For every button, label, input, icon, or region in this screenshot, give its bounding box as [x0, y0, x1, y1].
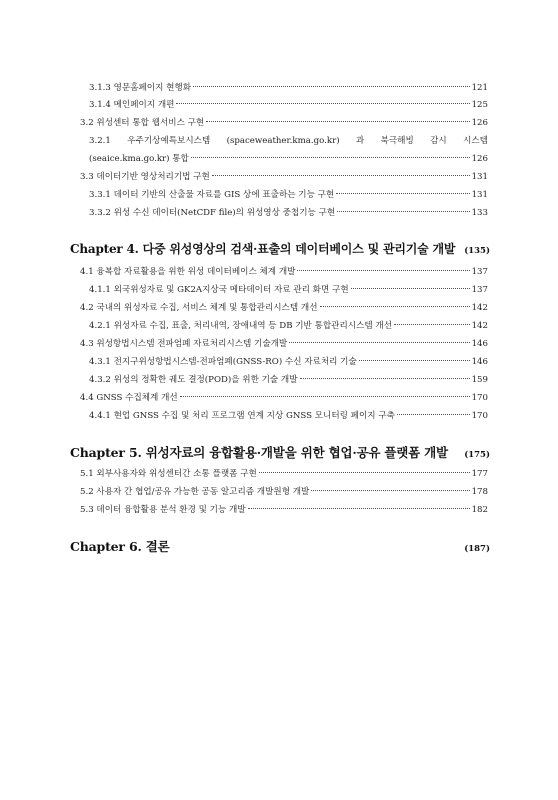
dot-leader [297, 270, 469, 271]
toc-entry-label: 5.2 사용자 간 협업/공유 가능한 공동 알고리즘 개발원형 개발 [80, 487, 310, 497]
dot-leader [206, 121, 469, 122]
toc-entry-label: 4.3.2 위성의 정확한 궤도 결정(POD)을 위한 기술 개발 [89, 375, 298, 385]
dot-leader [320, 306, 470, 307]
toc-page-number: 142 [471, 303, 488, 313]
toc-entry-label: 3.3.2 위성 수신 데이터(NetCDF file)의 위성영상 중첩기능 구현 [89, 208, 336, 218]
toc-word: 북극해빙 [380, 136, 414, 146]
toc-entry-label: 3.1.3 영문홈페이지 현행화 [89, 83, 192, 93]
toc-word: 우주기상예특보시스템 [127, 136, 211, 146]
toc-page-number: 126 [471, 118, 488, 128]
toc-entry-label: 5.1 외부사용자와 위성센터간 소통 플랫폼 구현 [80, 469, 257, 479]
toc-entry-3-2-1-line1[interactable] [89, 135, 488, 147]
dot-leader [394, 324, 470, 325]
toc-entry-label: 4.3.1 전지구위성항법시스템-전파엄폐(GNSS-RO) 수신 자료처리 기술 [89, 357, 357, 367]
toc-entry-label: 4.1.1 외국위성자료 및 GK2A지상국 메타데이터 자료 관리 화면 구현 [89, 285, 349, 295]
dot-leader [248, 508, 470, 509]
toc-entry-label: 5.3 데이터 융합활용 분석 환경 및 기능 개발 [80, 505, 246, 515]
toc-entry-label: 4.2 국내의 위성자료 수집, 서비스 체계 및 통합관리시스템 개선 [80, 303, 318, 313]
toc-entry-4-2[interactable] [80, 302, 488, 314]
toc-page-number: 131 [471, 172, 488, 182]
dot-leader [351, 288, 470, 289]
toc-entry-5-2[interactable] [80, 486, 488, 498]
toc-entry-4-1-1[interactable] [89, 284, 488, 296]
toc-entry-5-3[interactable] [80, 504, 488, 516]
toc-word: 3.2.1 [89, 136, 111, 146]
toc-page-number: 146 [471, 357, 488, 367]
toc-entry-3-2-1-line2[interactable] [89, 153, 488, 165]
dot-leader [193, 86, 470, 87]
chapter-title: Chapter 6. 결론 [70, 539, 170, 554]
chapter-6-heading[interactable] [70, 537, 490, 555]
toc-page-number: 170 [471, 393, 488, 403]
toc-entry-label: 4.1 융복합 자료활용을 위한 위성 데이터베이스 체계 개발 [80, 267, 296, 277]
toc-entry-4-3-1[interactable] [89, 356, 488, 368]
toc-entry-label: 4.3 위성항법시스템 전파엄폐 자료처리시스템 기술개발 [80, 339, 288, 349]
toc-entry-label: 4.4.1 현업 GNSS 수집 및 처리 프로그램 연계 지상 GNSS 모니터링 페이지 구축 [89, 411, 395, 421]
toc-entry-label: 3.1.4 메인페이지 개편 [89, 100, 175, 110]
chapter-page-number: (175) [464, 450, 490, 460]
toc-entry-4-4-1[interactable] [89, 410, 488, 422]
toc-word: 감시 [430, 136, 447, 146]
toc-page-number: 177 [471, 469, 488, 479]
dot-leader [180, 396, 470, 397]
toc-word: (spaceweather.kma.go.kr) [226, 136, 340, 146]
toc-word: 과 [355, 136, 365, 146]
toc-page-number: 159 [471, 375, 488, 385]
toc-page-number: 126 [471, 154, 488, 164]
chapter-page-number: (187) [464, 544, 490, 554]
dot-leader [191, 157, 470, 158]
toc-page-number: 142 [471, 321, 488, 331]
chapter-4-heading[interactable] [70, 240, 490, 257]
toc-entry-3-1-4[interactable] [89, 99, 488, 111]
toc-entry-label: (seaice.kma.go.kr) 통합 [89, 154, 189, 164]
toc-page-number: 137 [471, 267, 488, 277]
chapter-page-number: (135) [464, 246, 490, 256]
chapter-title: Chapter 5. 위성자료의 융합활용·개발을 위한 협업·공유 플랫폼 개발 [70, 445, 448, 460]
toc-entry-3-1-3[interactable] [89, 82, 488, 94]
dot-leader [176, 103, 469, 104]
toc-entry-4-3[interactable] [80, 338, 488, 350]
toc-page-number: 137 [471, 285, 488, 295]
toc-word: 시스템 [463, 136, 488, 146]
dot-leader [212, 175, 470, 176]
toc-entry-4-2-1[interactable] [89, 320, 488, 332]
dot-leader [311, 490, 469, 491]
toc-page-number: 131 [471, 190, 488, 200]
dot-leader [359, 360, 470, 361]
dot-leader [397, 414, 470, 415]
toc-entry-3-3[interactable] [80, 171, 488, 183]
toc-page-number: 182 [471, 505, 488, 515]
dot-leader [336, 193, 469, 194]
toc-entry-label: 4.4 GNSS 수집체계 개선 [80, 393, 178, 403]
toc-entry-4-3-2[interactable] [89, 374, 488, 386]
toc-entry-label: 4.2.1 위성자료 수집, 표출, 처리내역, 장애내역 등 DB 기반 통합관리시스템 개선 [89, 321, 393, 331]
toc-entry-label: 3.2 위성센터 통합 웹서비스 구현 [80, 118, 205, 128]
dot-leader [337, 211, 469, 212]
toc-entry-label: 3.3 데이터기반 영상처리기법 구현 [80, 172, 210, 182]
toc-entry-3-3-1[interactable] [89, 189, 488, 201]
toc-entry-5-1[interactable] [80, 468, 488, 480]
toc-page-number: 121 [471, 83, 488, 93]
dot-leader [259, 472, 470, 473]
toc-entry-3-2[interactable] [80, 117, 488, 129]
toc-page-number: 170 [471, 411, 488, 421]
chapter-5-heading[interactable] [70, 443, 490, 461]
toc-page-number: 125 [471, 100, 488, 110]
dot-leader [289, 342, 469, 343]
chapter-title: Chapter 4. 다중 위성영상의 검색·표출의 데이터베이스 및 관리기술 개발 [70, 242, 456, 256]
toc-page-number: 178 [471, 487, 488, 497]
toc-page-number: 133 [471, 208, 488, 218]
toc-entry-4-4[interactable] [80, 392, 488, 404]
toc-entry-3-3-2[interactable] [89, 207, 488, 219]
toc-entry-label: 3.3.1 데이터 기반의 산출물 자료를 GIS 상에 표출하는 기능 구현 [89, 190, 335, 200]
dot-leader [300, 378, 470, 379]
toc-page-number: 146 [471, 339, 488, 349]
toc-entry-4-1[interactable] [80, 266, 488, 278]
